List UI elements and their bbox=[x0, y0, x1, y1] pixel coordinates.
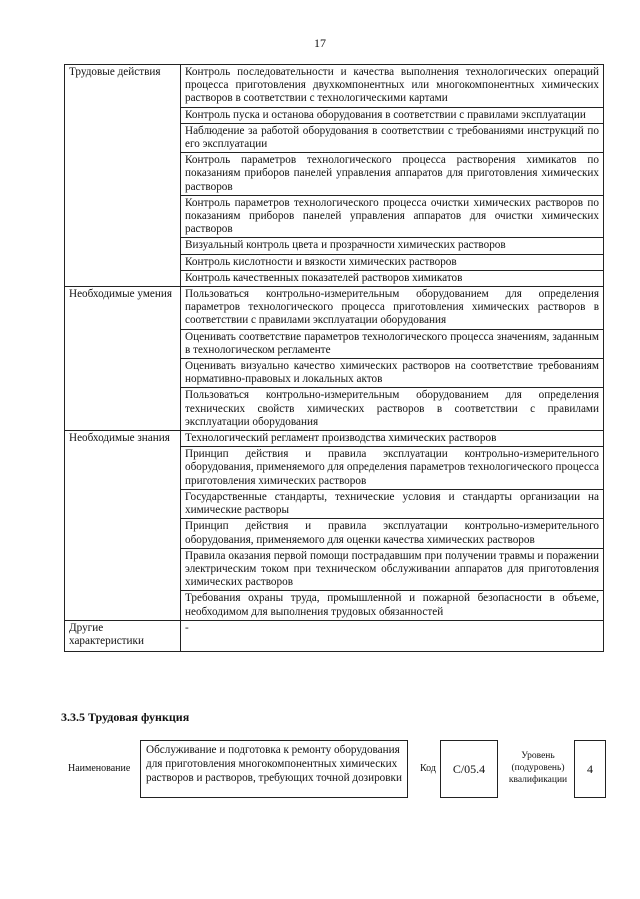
section-item: Пользоваться контрольно-измерительным оборудованием для определения параметров технологического процесса приготовления химических растворов в соответствии с правилами эксплуатации оборудования bbox=[181, 287, 604, 330]
section-heading: 3.3.5 Трудовая функция bbox=[61, 710, 190, 724]
section-item: Контроль параметров технологического процесса растворения химикатов по показаниям приборов панелей управления аппаратов для приготовления химических растворов bbox=[181, 153, 604, 196]
section-item: Правила оказания первой помощи пострадавшим при получении травмы и поражении электрическим током при техническом обслуживании аппаратов для приготовления химических растворов bbox=[181, 548, 604, 591]
function-name-box: Обслуживание и подготовка к ремонту оборудования для приготовления многокомпонентных химических растворов и растворов, требующих точной дозировки bbox=[140, 740, 408, 798]
section-item: Контроль качественных показателей растворов химикатов bbox=[181, 270, 604, 286]
section-item: Контроль параметров технологического процесса очистки химических растворов по показаниям приборов панелей управления аппаратов для очистки химических растворов bbox=[181, 195, 604, 238]
section-item: Контроль пуска и останова оборудования в соответствии с правилами эксплуатации bbox=[181, 107, 604, 123]
table-row bbox=[65, 431, 604, 447]
section-item: Оценивать визуально качество химических растворов на соответствие требованиям нормативно-правовых и локальных актов bbox=[181, 359, 604, 388]
table-row bbox=[65, 620, 604, 651]
section-item: Наблюдение за работой оборудования в соответствии с требованиями инструкций по его эксплуатации bbox=[181, 123, 604, 152]
section-item: Технологический регламент производства химических растворов bbox=[181, 431, 604, 447]
table-row bbox=[65, 287, 604, 330]
section-item: Контроль последовательности и качества выполнения технологических операций процесса приготовления двухкомпонентных или многокомпонентных химических растворов в соответствии с технологическими картами bbox=[181, 65, 604, 108]
section-item: Контроль кислотности и вязкости химических растворов bbox=[181, 254, 604, 270]
section-item: Визуальный контроль цвета и прозрачности химических растворов bbox=[181, 238, 604, 254]
code-label: Код bbox=[420, 763, 436, 774]
section-item: Принцип действия и правила эксплуатации контрольно-измерительного оборудования, применяемого для определения параметров технологического процесса приготовления химических растворов bbox=[181, 447, 604, 490]
section-label: Необходимые умения bbox=[65, 287, 181, 431]
function-code-box: C/05.4 bbox=[440, 740, 498, 798]
name-label: Наименование bbox=[68, 763, 131, 774]
competency-table bbox=[64, 64, 604, 652]
qualification-level-box: 4 bbox=[574, 740, 606, 798]
labor-function-row bbox=[60, 738, 608, 800]
section-item: Принцип действия и правила эксплуатации контрольно-измерительного оборудования, применяемого для оценки качества химических растворов bbox=[181, 519, 604, 548]
section-label: Трудовые действия bbox=[65, 65, 181, 287]
section-item: Оценивать соответствие параметров технологического процесса значениям, заданным в технологическом регламенте bbox=[181, 329, 604, 358]
section-item: - bbox=[181, 620, 604, 651]
page-number: 17 bbox=[314, 36, 326, 50]
qualification-level-label: Уровень (подуровень) квалификации bbox=[508, 751, 568, 785]
section-item: Требования охраны труда, промышленной и пожарной безопасности в объеме, необходимом для выполнения трудовых обязанностей bbox=[181, 591, 604, 620]
table-row bbox=[65, 65, 604, 108]
section-label: Необходимые знания bbox=[65, 431, 181, 621]
section-label: Другие характеристики bbox=[65, 620, 181, 651]
section-item: Пользоваться контрольно-измерительным оборудованием для определения технических свойств химических растворов в соответствии с правилами эксплуатации оборудования bbox=[181, 388, 604, 431]
section-item: Государственные стандарты, технические условия и стандарты организации на химические растворы bbox=[181, 489, 604, 518]
